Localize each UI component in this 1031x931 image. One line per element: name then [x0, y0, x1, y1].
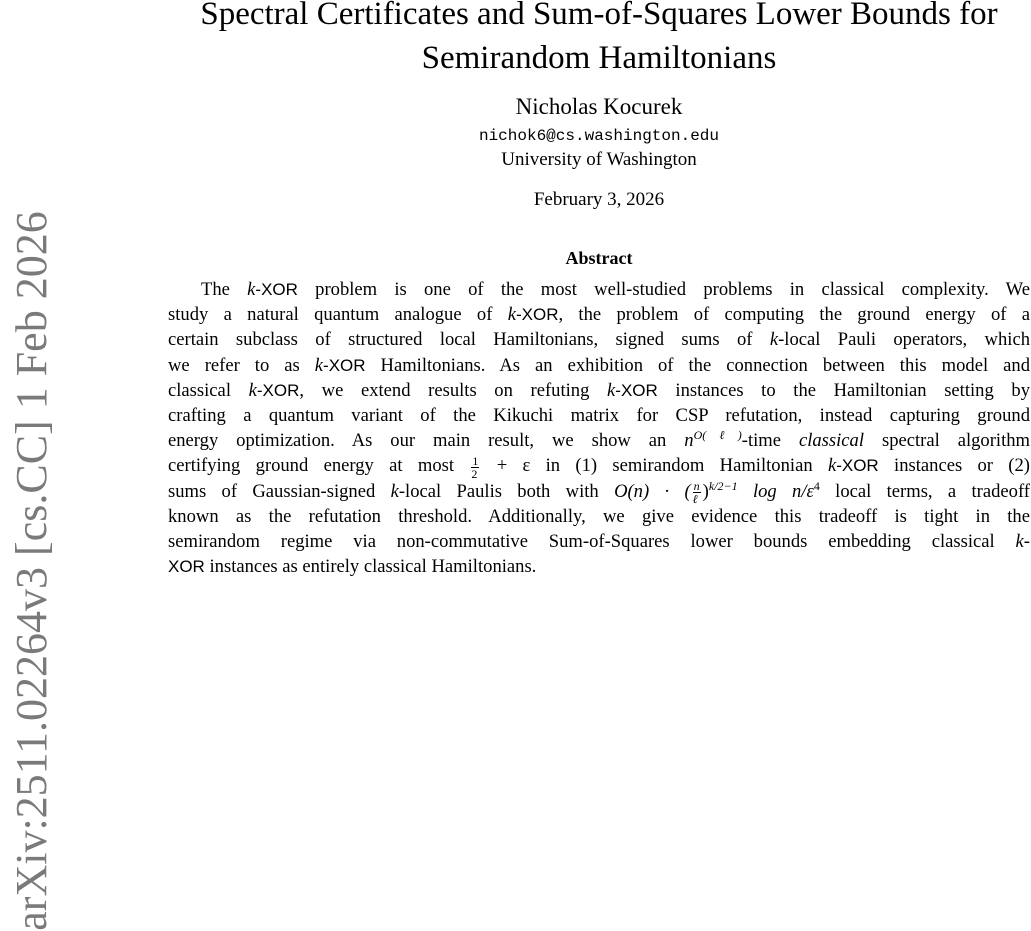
abstract-line: known as the refutation threshold. Additionally, we give evidence this tradeoff is tight in the — [168, 505, 1030, 527]
abstract-text — [168, 277, 1030, 579]
abstract-line: sums of Gaussian-signed k-local Paulis both with O(n) · ( $\frac{n}{\text{ℓ}}$ )$^{k/2-1}$ $\log n/\varepsilon^4$ local terms, a tradeoff — [168, 478, 1030, 506]
arxiv-identifier: arXiv:2511.02264v3 [cs.CC] 1 Feb 2026 — [7, 211, 56, 931]
abstract-heading: Abstract — [565, 248, 633, 268]
abstract-line: energy optimization. As our main result, we show an $n^{O(\ell)}$-time classical spectral algorithm — [168, 427, 1030, 452]
author-name: Nicholas Kocurek — [515, 94, 683, 119]
fraction-n-over-l: $\frac{n}{\text{ℓ}}$ — [692, 478, 700, 506]
author-email[interactable]: nichok6@cs.washington.edu — [478, 127, 720, 145]
abstract-line: classical k-XOR, we extend results on refuting k-XOR instances to the Hamiltonian setting by — [168, 379, 1030, 401]
abstract-line: crafting a quantum variant of the Kikuchi matrix for CSP refutation, instead capturing ground — [168, 404, 1030, 426]
abstract-line: we refer to as k-XOR Hamiltonians. As an exhibition of the connection between this model and — [168, 354, 1030, 376]
title-line-2: Semirandom Hamiltonians — [421, 40, 777, 76]
author-affiliation: University of Washington — [501, 149, 697, 170]
abstract-line: certain subclass of structured local Hamiltonians, signed sums of k-local Pauli operators, which — [168, 329, 1030, 351]
abstract-line: XOR instances as entirely classical Hamiltonians. — [168, 556, 537, 578]
abstract-line: study a natural quantum analogue of k-XOR, the problem of computing the ground energy of a — [168, 304, 1030, 326]
paper-page — [168, 0, 1030, 579]
title-line-1: Spectral Certificates and Sum-of-Squares Lower Bounds for — [200, 0, 998, 32]
paper-title — [168, 0, 1030, 80]
abstract-line: The k-XOR problem is one of the most well-studied problems in classical complexity. We — [201, 279, 1030, 300]
abstract-line: certifying ground energy at most $\frac{1}{2}$ + ε in (1) semirandom Hamiltonian k-XOR instances or (2) — [168, 453, 1030, 481]
paper-date: February 3, 2026 — [533, 189, 665, 210]
abstract-line: semirandom regime via non-commutative Sum-of-Squares lower bounds embedding classical k- — [168, 530, 1030, 552]
fraction-one-half: $\frac{1}{2}$ — [471, 453, 479, 481]
